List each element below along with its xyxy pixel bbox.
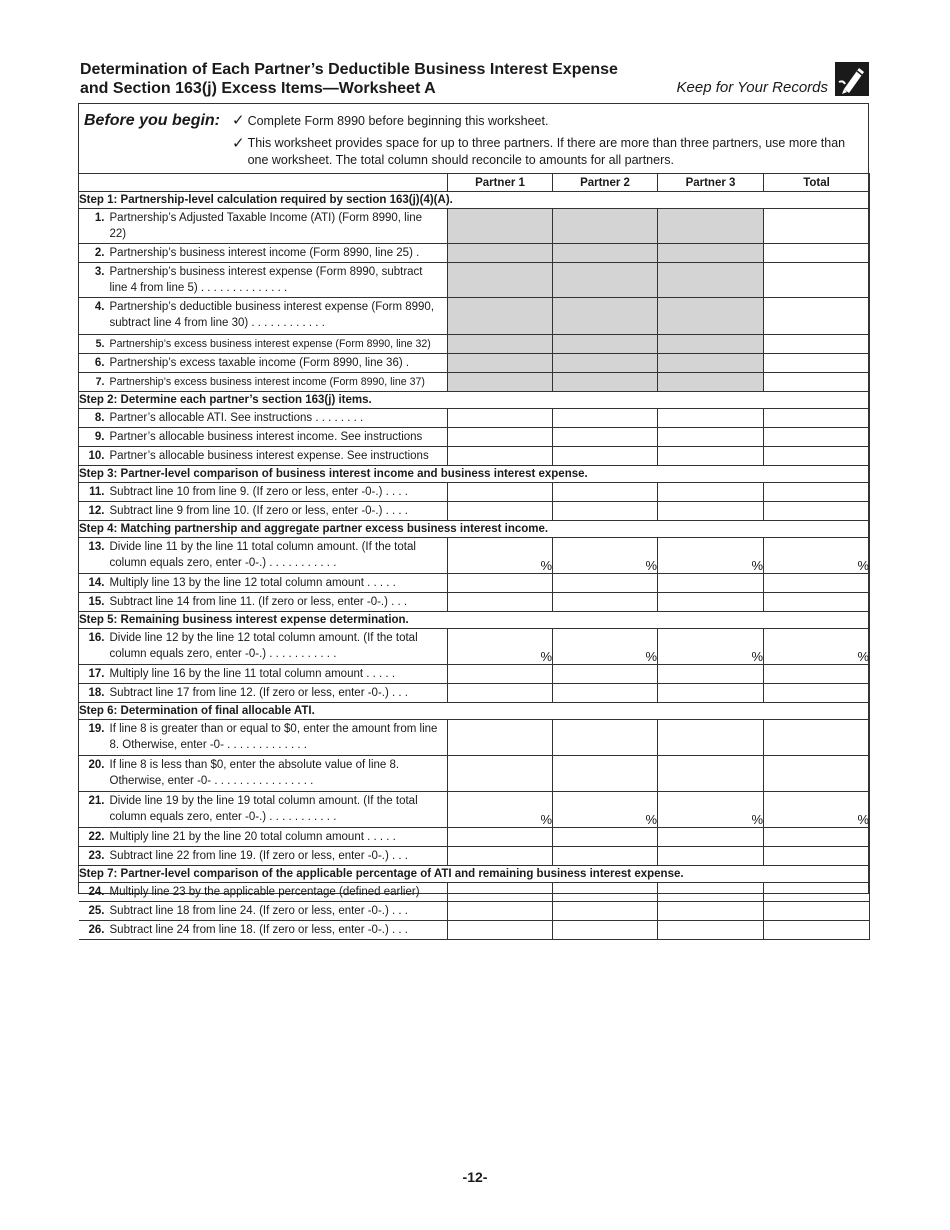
step-2-heading: [79, 392, 870, 409]
line-15-desc: [79, 593, 448, 612]
step-2-text: Step 2: Determine each partner’s section 163(j) items.: [79, 392, 870, 409]
page-number: -12-: [462, 1169, 488, 1185]
line-10-desc: [79, 447, 448, 466]
line-19-partner-1[interactable]: [448, 720, 553, 756]
col-partner-1: Partner 1: [448, 174, 553, 192]
line-26-partner-2[interactable]: [553, 921, 658, 940]
line-25-partner-3[interactable]: [658, 902, 764, 921]
line-number: 1.: [94, 212, 105, 224]
line-5-total[interactable]: [764, 335, 870, 354]
line-4-partner-1: [448, 298, 553, 335]
line-13-total[interactable]: %: [764, 538, 870, 574]
line-2-partner-2: [553, 244, 658, 263]
line-number: 26.: [88, 924, 105, 936]
line-1-partner-3: [658, 209, 764, 244]
line-9-desc: [79, 428, 448, 447]
line-25-partner-1[interactable]: [448, 902, 553, 921]
step-6-text: Step 6: Determination of final allocable ATI.: [79, 703, 870, 720]
line-22-row: [79, 828, 870, 847]
line-24-desc: [79, 883, 448, 902]
line-14-partner-1[interactable]: [448, 574, 553, 593]
line-25-total[interactable]: [764, 902, 870, 921]
line-12-row: [79, 502, 870, 521]
line-text: Partnership’s business interest income (Form 8990, line 25) .: [109, 247, 420, 259]
step-4-text: Step 4: Matching partnership and aggregate partner excess business interest income.: [79, 521, 870, 538]
header-blank: [79, 174, 448, 192]
line-7-partner-2: [553, 373, 658, 392]
line-16-desc: [79, 629, 448, 665]
pen-icon: [835, 62, 869, 96]
line-15-row: [79, 593, 870, 612]
line-18-desc: [79, 684, 448, 703]
bullet-2-text: This worksheet provides space for up to three partners. If there are more than three partners, use more than one worksheet. The total column should reconcile to amounts for all partners.: [247, 136, 846, 167]
line-23-partner-3[interactable]: [658, 847, 764, 866]
line-24-partner-1[interactable]: [448, 883, 553, 902]
line-number: 13.: [88, 541, 105, 553]
line-21-desc: [79, 792, 448, 828]
worksheet-table: [78, 173, 870, 940]
line-20-row: [79, 756, 870, 792]
line-24-row: [79, 883, 870, 902]
line-text: Partner’s allocable business interest income. See instructions: [109, 431, 423, 443]
line-11-partner-3[interactable]: [658, 483, 764, 502]
line-10-total[interactable]: [764, 447, 870, 466]
step-6-heading: [79, 703, 870, 720]
line-4-partner-3: [658, 298, 764, 335]
line-18-row: [79, 684, 870, 703]
line-11-desc: [79, 483, 448, 502]
line-16-total[interactable]: %: [764, 629, 870, 665]
line-number: 22.: [88, 831, 105, 843]
line-text: Multiply line 23 by the applicable percentage (defined earlier): [109, 886, 420, 898]
line-14-partner-3[interactable]: [658, 574, 764, 593]
line-8-row: [79, 409, 870, 428]
line-number: 23.: [88, 850, 105, 862]
line-text: Subtract line 22 from line 19. (If zero or less, enter -0-.) . . .: [109, 850, 408, 862]
line-26-partner-1[interactable]: [448, 921, 553, 940]
line-number: 24.: [88, 886, 105, 898]
line-number: 3.: [94, 266, 105, 278]
line-text: Subtract line 18 from line 24. (If zero or less, enter -0-.) . . .: [109, 905, 408, 917]
line-11-total[interactable]: [764, 483, 870, 502]
line-13-row: [79, 538, 870, 574]
line-10-partner-1[interactable]: [448, 447, 553, 466]
line-21-partner-1[interactable]: %: [448, 792, 553, 828]
line-text: Partnership’s excess business interest income (Form 8990, line 37): [109, 376, 425, 388]
line-number: 7.: [95, 376, 105, 388]
line-text: Partnership’s excess business interest expense (Form 8990, line 32): [109, 338, 431, 350]
worksheet-title: [80, 60, 680, 98]
line-number: 4.: [94, 301, 105, 313]
line-number: 25.: [88, 905, 105, 917]
line-3-row: [79, 263, 870, 298]
line-22-partner-1[interactable]: [448, 828, 553, 847]
line-6-row: [79, 354, 870, 373]
line-7-desc: [79, 373, 448, 392]
line-text: Subtract line 17 from line 12. (If zero or less, enter -0-.) . . .: [109, 687, 408, 699]
line-text: Partnership’s deductible business interest expense (Form 8990, subtract line 4 from line 30) . . . . . . . . . . . .: [109, 301, 435, 329]
line-1-partner-2: [553, 209, 658, 244]
step-4-heading: [79, 521, 870, 538]
line-26-desc: [79, 921, 448, 940]
line-4-total[interactable]: [764, 298, 870, 335]
col-partner-2: Partner 2: [553, 174, 658, 192]
line-3-partner-2: [553, 263, 658, 298]
step-3-heading: [79, 466, 870, 483]
line-18-partner-2[interactable]: [553, 684, 658, 703]
line-text: Multiply line 16 by the line 11 total column amount . . . . .: [109, 668, 396, 680]
line-2-total[interactable]: [764, 244, 870, 263]
line-6-partner-3: [658, 354, 764, 373]
line-15-total[interactable]: [764, 593, 870, 612]
line-23-row: [79, 847, 870, 866]
line-number: 16.: [88, 632, 105, 644]
line-5-partner-3: [658, 335, 764, 354]
line-21-row: [79, 792, 870, 828]
line-text: Divide line 12 by the line 12 total column amount. (If the total column equals zero, enter -0-.) . . . . . . . . . . .: [109, 632, 418, 660]
line-14-total[interactable]: [764, 574, 870, 593]
line-2-row: [79, 244, 870, 263]
line-7-row: [79, 373, 870, 392]
line-number: 21.: [88, 795, 105, 807]
line-2-partner-1: [448, 244, 553, 263]
line-6-partner-2: [553, 354, 658, 373]
line-number: 5.: [95, 338, 105, 350]
line-3-partner-1: [448, 263, 553, 298]
line-5-desc: [79, 335, 448, 354]
line-9-partner-3[interactable]: [658, 428, 764, 447]
line-3-desc: [79, 263, 448, 298]
line-9-total[interactable]: [764, 428, 870, 447]
line-7-total[interactable]: [764, 373, 870, 392]
line-11-partner-1[interactable]: [448, 483, 553, 502]
line-22-partner-2[interactable]: [553, 828, 658, 847]
line-8-partner-1[interactable]: [448, 409, 553, 428]
line-17-partner-1[interactable]: [448, 665, 553, 684]
line-15-partner-1[interactable]: [448, 593, 553, 612]
line-25-row: [79, 902, 870, 921]
line-24-total[interactable]: [764, 883, 870, 902]
line-8-total[interactable]: [764, 409, 870, 428]
line-4-desc: [79, 298, 448, 335]
step-7-text: Step 7: Partner-level comparison of the applicable percentage of ATI and remaining business interest expense.: [79, 866, 870, 883]
line-26-partner-3[interactable]: [658, 921, 764, 940]
line-21-partner-2[interactable]: %: [553, 792, 658, 828]
line-number: 18.: [88, 687, 105, 699]
line-8-desc: [79, 409, 448, 428]
line-21-partner-3[interactable]: %: [658, 792, 764, 828]
step-3-text: Step 3: Partner-level comparison of business interest income and business interest expense.: [79, 466, 870, 483]
line-23-desc: [79, 847, 448, 866]
line-number: 2.: [94, 247, 105, 259]
line-20-partner-1[interactable]: [448, 756, 553, 792]
line-5-partner-2: [553, 335, 658, 354]
line-number: 15.: [88, 596, 105, 608]
line-19-partner-2[interactable]: [553, 720, 658, 756]
column-header-row: [79, 174, 870, 192]
line-text: Multiply line 13 by the line 12 total column amount . . . . .: [109, 577, 396, 589]
line-17-desc: [79, 665, 448, 684]
line-18-partner-1[interactable]: [448, 684, 553, 703]
before-bullet-1: [232, 112, 852, 130]
line-17-row: [79, 665, 870, 684]
line-25-partner-2[interactable]: [553, 902, 658, 921]
step-7-heading: [79, 866, 870, 883]
line-23-partner-1[interactable]: [448, 847, 553, 866]
line-text: Partner’s allocable ATI. See instructions . . . . . . . .: [109, 412, 364, 424]
line-3-total[interactable]: [764, 263, 870, 298]
line-23-partner-2[interactable]: [553, 847, 658, 866]
line-26-row: [79, 921, 870, 940]
line-number: 17.: [88, 668, 105, 680]
line-10-partner-3[interactable]: [658, 447, 764, 466]
line-14-partner-2[interactable]: [553, 574, 658, 593]
line-text: Partnership’s excess taxable income (Form 8990, line 36) .: [109, 357, 410, 369]
line-12-partner-3[interactable]: [658, 502, 764, 521]
line-24-partner-2[interactable]: [553, 883, 658, 902]
line-number: 6.: [94, 357, 105, 369]
line-number: 10.: [88, 450, 105, 462]
line-14-row: [79, 574, 870, 593]
line-19-partner-3[interactable]: [658, 720, 764, 756]
line-5-partner-1: [448, 335, 553, 354]
line-number: 19.: [88, 723, 105, 735]
line-1-row: [79, 209, 870, 244]
line-10-partner-2[interactable]: [553, 447, 658, 466]
line-number: 12.: [88, 505, 105, 517]
line-text: Multiply line 21 by the line 20 total column amount . . . . .: [109, 831, 396, 843]
line-2-partner-3: [658, 244, 764, 263]
line-18-total[interactable]: [764, 684, 870, 703]
line-7-partner-1: [448, 373, 553, 392]
line-text: If line 8 is greater than or equal to $0, enter the amount from line 8. Otherwise, enter -0- . . . . . . . . . . . . .: [109, 723, 438, 751]
line-4-partner-2: [553, 298, 658, 335]
line-9-partner-1[interactable]: [448, 428, 553, 447]
line-13-partner-1[interactable]: %: [448, 538, 553, 574]
line-text: Subtract line 24 from line 18. (If zero or less, enter -0-.) . . .: [109, 924, 408, 936]
line-number: 20.: [88, 759, 105, 771]
before-you-begin-label: Before you begin:: [84, 112, 221, 129]
line-21-total[interactable]: %: [764, 792, 870, 828]
line-20-partner-3[interactable]: [658, 756, 764, 792]
line-2-desc: [79, 244, 448, 263]
line-13-partner-2[interactable]: %: [553, 538, 658, 574]
line-1-partner-1: [448, 209, 553, 244]
line-text: If line 8 is less than $0, enter the absolute value of line 8. Otherwise, enter -0- . . . . . . . . . . . . . . . .: [109, 759, 400, 787]
line-16-row: [79, 629, 870, 665]
line-8-partner-2[interactable]: [553, 409, 658, 428]
step-5-heading: [79, 612, 870, 629]
line-number: 11.: [89, 486, 105, 498]
line-22-desc: [79, 828, 448, 847]
line-15-partner-3[interactable]: [658, 593, 764, 612]
line-11-partner-2[interactable]: [553, 483, 658, 502]
line-12-total[interactable]: [764, 502, 870, 521]
col-total: Total: [764, 174, 870, 192]
line-22-total[interactable]: [764, 828, 870, 847]
line-12-desc: [79, 502, 448, 521]
line-3-partner-3: [658, 263, 764, 298]
line-12-partner-2[interactable]: [553, 502, 658, 521]
line-text: Divide line 11 by the line 11 total column amount. (If the total column equals zero, enter -0-.) . . . . . . . . . . .: [109, 541, 416, 569]
line-6-partner-1: [448, 354, 553, 373]
line-14-desc: [79, 574, 448, 593]
line-23-total[interactable]: [764, 847, 870, 866]
line-5-row: [79, 335, 870, 354]
line-16-partner-3[interactable]: %: [658, 629, 764, 665]
line-number: 8.: [94, 412, 105, 424]
line-20-partner-2[interactable]: [553, 756, 658, 792]
line-text: Subtract line 10 from line 9. (If zero or less, enter -0-.) . . . .: [109, 486, 408, 498]
line-6-total[interactable]: [764, 354, 870, 373]
line-text: Divide line 19 by the line 19 total column amount. (If the total column equals zero, enter -0-.) . . . . . . . . . . .: [109, 795, 418, 823]
line-19-total[interactable]: [764, 720, 870, 756]
line-18-partner-3[interactable]: [658, 684, 764, 703]
line-9-partner-2[interactable]: [553, 428, 658, 447]
line-13-partner-3[interactable]: %: [658, 538, 764, 574]
step-1-heading: [79, 192, 870, 209]
line-16-partner-2[interactable]: %: [553, 629, 658, 665]
line-text: Partnership’s Adjusted Taxable Income (ATI) (Form 8990, line 22): [109, 212, 423, 240]
line-12-partner-1[interactable]: [448, 502, 553, 521]
line-1-desc: [79, 209, 448, 244]
line-8-partner-3[interactable]: [658, 409, 764, 428]
line-19-row: [79, 720, 870, 756]
line-20-desc: [79, 756, 448, 792]
line-22-partner-3[interactable]: [658, 828, 764, 847]
line-1-total[interactable]: [764, 209, 870, 244]
col-partner-3: Partner 3: [658, 174, 764, 192]
line-15-partner-2[interactable]: [553, 593, 658, 612]
line-9-row: [79, 428, 870, 447]
line-17-partner-3[interactable]: [658, 665, 764, 684]
line-text: Partner’s allocable business interest expense. See instructions: [109, 450, 429, 462]
line-number: 9.: [94, 431, 105, 443]
check-icon: ✓: [232, 135, 245, 152]
line-20-total[interactable]: [764, 756, 870, 792]
check-icon: ✓: [232, 112, 245, 129]
line-text: Subtract line 9 from line 10. (If zero or less, enter -0-.) . . . .: [109, 505, 408, 517]
line-text: Partnership’s business interest expense (Form 8990, subtract line 4 from line 5) . . . . . . . . . . . . . .: [109, 266, 423, 294]
line-10-row: [79, 447, 870, 466]
line-number: 14.: [88, 577, 105, 589]
line-25-desc: [79, 902, 448, 921]
title-line-2: and Section 163(j) Excess Items—Worksheet A: [80, 80, 436, 97]
line-24-partner-3[interactable]: [658, 883, 764, 902]
line-17-total[interactable]: [764, 665, 870, 684]
keep-for-records: Keep for Your Records: [676, 79, 828, 96]
line-16-partner-1[interactable]: %: [448, 629, 553, 665]
line-13-desc: [79, 538, 448, 574]
before-bullet-2: [232, 135, 852, 169]
title-line-1: Determination of Each Partner’s Deductible Business Interest Expense: [80, 61, 618, 78]
line-17-partner-2[interactable]: [553, 665, 658, 684]
line-7-partner-3: [658, 373, 764, 392]
step-1-text: Step 1: Partnership-level calculation required by section 163(j)(4)(A).: [79, 192, 870, 209]
line-6-desc: [79, 354, 448, 373]
line-4-row: [79, 298, 870, 335]
bullet-1-text: Complete Form 8990 before beginning this worksheet.: [247, 114, 549, 128]
line-26-total[interactable]: [764, 921, 870, 940]
line-19-desc: [79, 720, 448, 756]
step-5-text: Step 5: Remaining business interest expense determination.: [79, 612, 870, 629]
line-text: Subtract line 14 from line 11. (If zero or less, enter -0-.) . . .: [109, 596, 408, 608]
line-11-row: [79, 483, 870, 502]
